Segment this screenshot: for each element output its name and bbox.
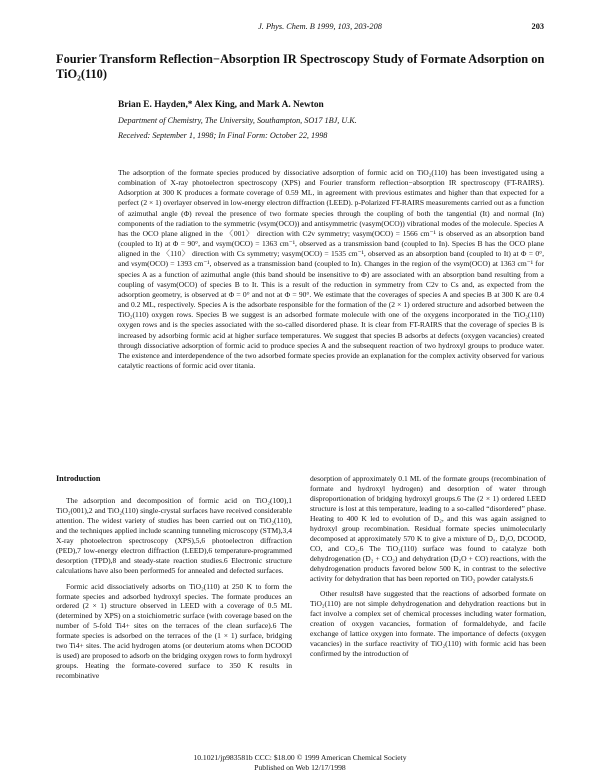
left-column xyxy=(56,474,292,681)
paper-title: Fourier Transform Reflection−Absorption IR Spectroscopy Study of Formate Adsorption on TiO₂(110) xyxy=(56,52,545,81)
right-column xyxy=(310,474,546,659)
section-heading-introduction: Introduction xyxy=(56,474,101,483)
running-header-journal: J. Phys. Chem. B 1999, 103, 203-208 xyxy=(258,22,382,31)
intro-paragraph-1: The adsorption and decomposition of formic acid on TiO₂(100),1 TiO₂(001),2 and TiO₂(110) single-crystal surfaces have received considerable attention. The widest variety of studies has been carried out on TiO₂(110), and the techniques applied include scanning tunneling microscopy (STM),3,4 X-ray photoelectron spectroscopy (XPS),5,6 photoelectron diffraction (PED),7 low-energy electron diffraction (LEED),6 temperature-programmed desorption (TPD),8 and steady-state reaction studies.6 Electronic structure calculations have also been performed5 for annealed and defected surfaces. xyxy=(56,495,292,575)
footer-doi-copyright: 10.1021/jp983581b CCC: $18.00 © 1999 American Chemical Society xyxy=(193,753,407,762)
abstract: The adsorption of the formate species produced by dissociative adsorption of formic acid on TiO₂(110) has been investigated using a combination of X-ray photoelectron spectroscopy (XPS) and Fourier transform reflection−absorption IR spectroscopy (FT-RAIRS). Adsorption at 300 K produces a formate coverage of 0.59 ML, in agreement with previous estimates and higher than that expected for a perfect (2 × 1) overlayer observed in low-energy electron diffraction (LEED). p-Polarized FT-RAIRS measurements carried out as a function of azimuthal angle (Φ) reveal the presence of two formate species through the coupling of both the tangential (It) and normal (In) components of the radiation to the symmetric (νsym(OCO)) and antisymmetric (νasym(OCO)) vibrational modes of the molecule. Species A has the OCO plane aligned in the 〈001〉 direction with C2v symmetry; νasym(OCO) = 1566 cm⁻¹ is observed as an absorption band (coupled to It) at Φ = 90°, and νsym(OCO) = 1363 cm⁻¹, observed as a transmission band (coupled to In). Species B has the OCO plane aligned in the 〈110〉 direction with Cs symmetry; νasym(OCO) = 1535 cm⁻¹, observed as an absorption band (coupled to It) at Φ = 0°, and νsym(OCO) = 1393 cm⁻¹, observed as a transmission band (coupled to In). Changes in the region of the νsym(OCO) at 1363 cm⁻¹ for species A as a function of azimuthal angle (this band should be insensitive to Φ) are associated with an absorption band resulting from a coupling of νasym(OCO) of species B to It. This is a result of the reduction in symmetry from C2v to Cs and, as expected from the adsorption geometry, is observed at Φ = 0° and not at Φ = 90°. We estimate that the coverages of species A and species B at 300 K are 0.4 and 0.2 ML, respectively. Species A is the adsorbate responsible for the formation of the (2 × 1) ordered structure and adsorbed between the TiO₂(110) oxygen rows. Species B we suggest is an adsorbed formate molecule with one of the oxygens incorporated in the TiO₂(110) oxygen rows and is the species associated with the so-called disordered phase. It is clear from FT-RAIRS that the coverage of species B is increased by adsorbing formic acid at higher surface temperatures. We suggest that species B adsorbs at defects (oxygen vacancies) created through dissociative adsorption of formic acid to produce species A and the subsequent reaction of two hydroxyl groups to produce water. The existence and interdependence of the two adsorbed formate species provide an explanation for the complex activity observed for various catalytic reactions of formic acid over titania. xyxy=(118,168,544,370)
received-dates: Received: September 1, 1998; In Final Form: October 22, 1998 xyxy=(118,131,328,140)
intro-paragraph-2-continued: desorption of approximately 0.1 ML of the formate groups (recombination of formate and hydroxyl hydrogen) and desorption of water through disproportionation of bridging hydroxyl groups.6 The (2 × 1) ordered LEED structure is lost at this temperature, leading to a so-called “disordered” phase. Heating to 400 K led to evolution of D₂, and this was again assigned to hydroxyl group recombination. Residual formate species unimolecularly decomposed at approximately 570 K to give a mixture of D₂, D₂O, DCOOD, CO, and CO₂.6 The TiO₂(110) surface was found to catalyze both dehydrogenation (D₂ + CO₂) and dehydration (D₂O + CO) reactions, with the dehydrogenation products favored below 500 K, in contrast to the selective activity for dehydration that has been reported on TiO₂ powder catalysts.6 xyxy=(310,474,546,583)
intro-paragraph-3: Other results8 have suggested that the reactions of adsorbed formate on TiO₂(110) are not simple dehydrogenation and dehydration reactions but in fact involve a complex set of chemical processes including water formation, creation of oxygen vacancies, formation of formaldehyde, and facile exchange of lattice oxygen into formate. The importance of defects (oxygen vacancies) in the surface reactivity of TiO₂(110) with formic acid has been confirmed by the introduction of xyxy=(310,589,546,659)
intro-paragraph-2: Formic acid dissociatively adsorbs on TiO₂(110) at 250 K to form the formate species and adsorbed hydroxyl species. The formate produces an ordered (2 × 1) structure observed in LEED with a coverage of 0.5 ML (determined by XPS) on a stoichiometric surface (with coverage based on the number of 5-fold Ti4+ sites on the terraces of the clean surface).6 The formate species is adsorbed on the terraces of the (1 × 1) surface, bridging two Ti4+ sites. The acid hydrogen atoms (or deuterium atoms when DCOOD is used) are proposed to adsorb on the bridging oxygen rows to form hydroxyl groups. Heating the formate-covered surface to 350 K results in recombinative xyxy=(56,581,292,681)
footer-published-date: Published on Web 12/17/1998 xyxy=(254,762,346,772)
affiliation: Department of Chemistry, The University, Southampton, SO17 1BJ, U.K. xyxy=(118,116,357,125)
page-footer xyxy=(0,753,600,772)
author-list: Brian E. Hayden,* Alex King, and Mark A. Newton xyxy=(118,100,324,110)
page-number: 203 xyxy=(531,22,544,31)
